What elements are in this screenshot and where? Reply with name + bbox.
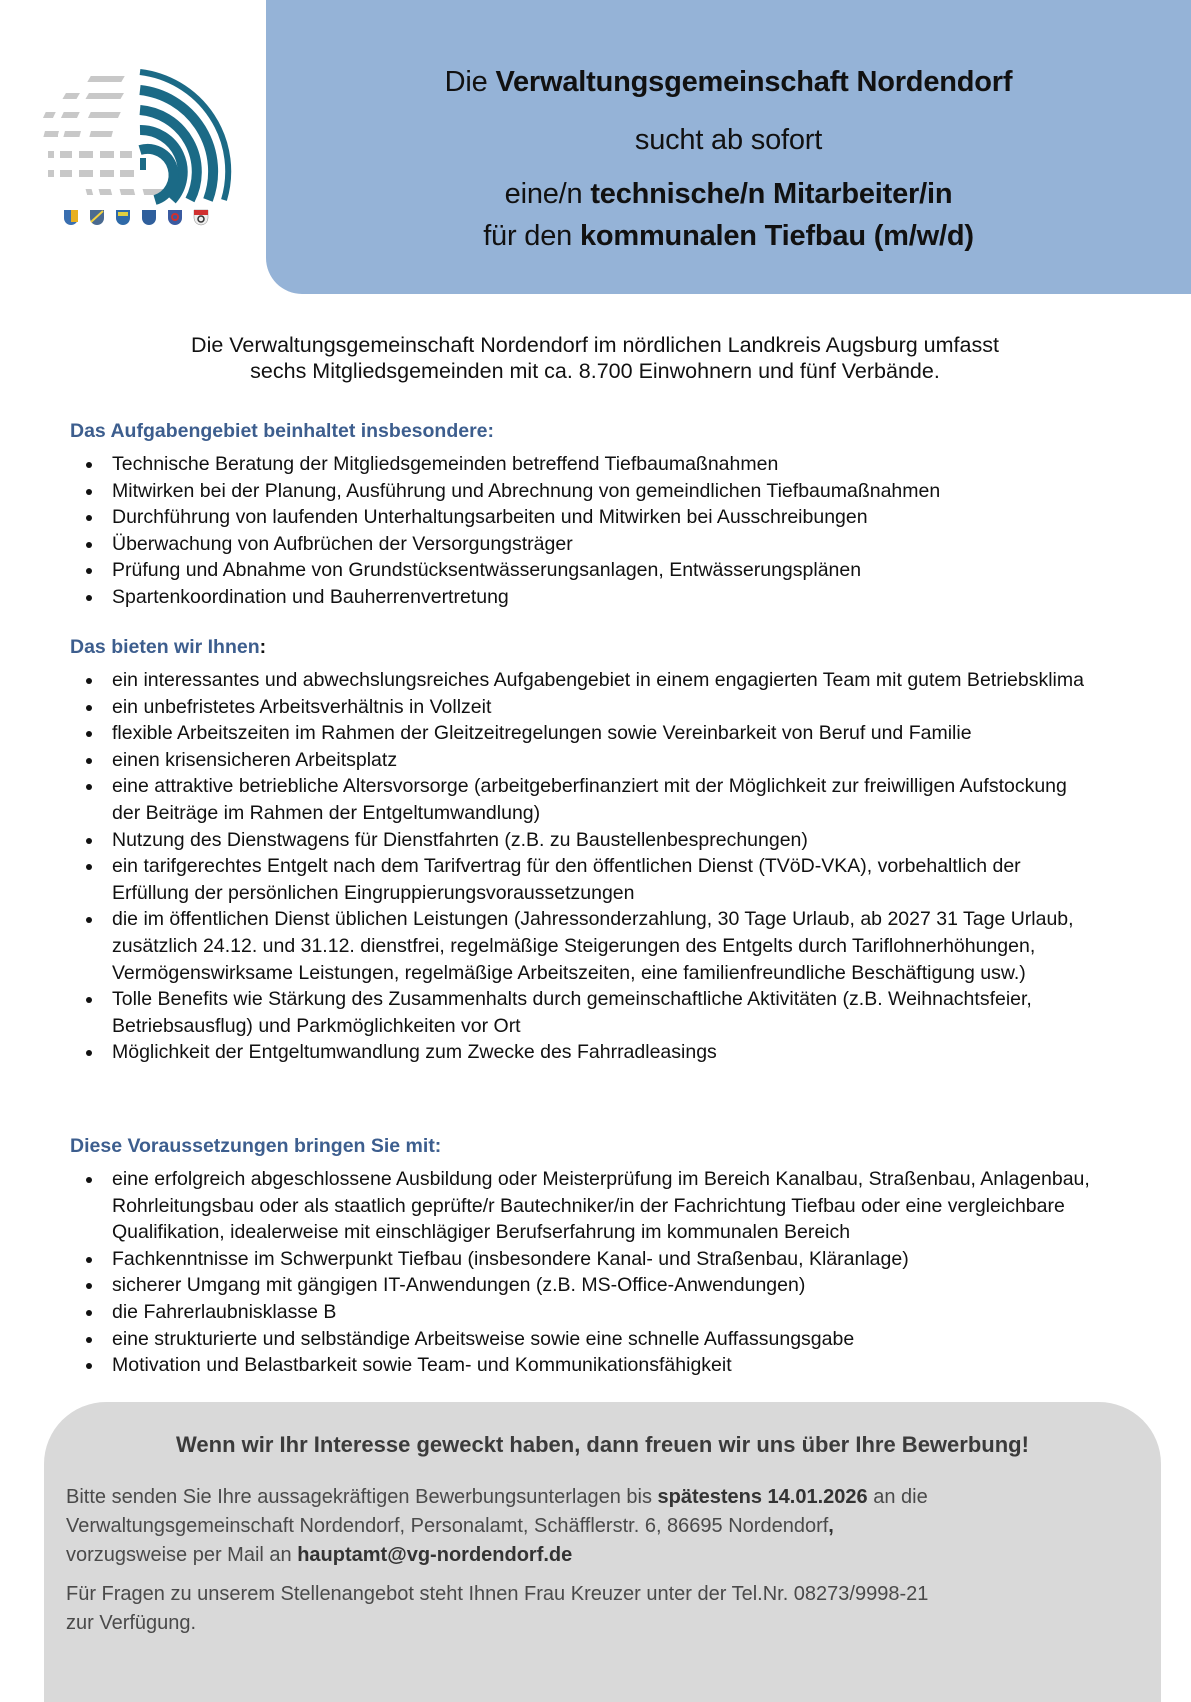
list-item: Tolle Benefits wie Stärkung des Zusammenhalts durch gemeinschaftliche Aktivitäten (z.B. Weihnachtsfeier, Betriebsausflug) und Parkmöglichkeiten vor Ort	[70, 986, 1100, 1039]
apply-line	[66, 1483, 1146, 1512]
header-line-1-prefix: Die	[444, 66, 496, 98]
list-item: Prüfung und Abnahme von Grundstücksentwässerungsanlagen, Entwässerungsplänen	[70, 557, 1150, 584]
logo-arcs-icon	[40, 60, 240, 240]
list-item: Motivation und Belastbarkeit sowie Team- und Kommunikationsfähigkeit	[70, 1352, 1150, 1379]
header-line-1	[266, 66, 1191, 99]
municipality-crests	[64, 210, 208, 225]
list-item: einen krisensicheren Arbeitsplatz	[70, 747, 1100, 774]
list-item: eine attraktive betriebliche Altersvorsorge (arbeitgeberfinanziert mit der Möglichkeit zur freiwilligen Aufstockung der Beiträge im Rahmen der Entgeltumwandlung)	[70, 773, 1100, 826]
application-box	[44, 1402, 1161, 1702]
header-line-4-prefix: für den	[483, 220, 580, 252]
address-comma: ,	[828, 1515, 834, 1537]
section-title-colon: :	[259, 636, 267, 658]
application-instructions	[66, 1483, 1146, 1570]
section-title-requirements: Diese Voraussetzungen bringen Sie mit:	[70, 1135, 442, 1157]
organization-name: Verwaltungsgemeinschaft Nordendorf	[495, 66, 1013, 98]
list-item: Fachkenntnisse im Schwerpunkt Tiefbau (insbesondere Kanal- und Straßenbau, Kläranlage)	[70, 1246, 1150, 1273]
address-line	[66, 1512, 1146, 1541]
list-item: eine erfolgreich abgeschlossene Ausbildung oder Meisterprüfung im Bereich Kanalbau, Straßenbau, Anlagenbau, Rohrleitungsbau oder als staatlich geprüfte/r Bautechniker/in der Fachrichtung Tiefbau oder eine vergleichbare Qualifikation, idealerweise mit einschlägiger Berufserfahrung im kommunalen Bereich	[70, 1166, 1150, 1246]
intro-line-2: sechs Mitgliedsgemeinden mit ca. 8.700 Einwohnern und fünf Verbände.	[250, 359, 940, 383]
questions-line-1: Für Fragen zu unserem Stellenangebot steht Ihnen Frau Kreuzer unter der Tel.Nr. 08273/9998-21	[66, 1583, 929, 1605]
tasks-list	[70, 451, 1150, 611]
list-item: ein tarifgerechtes Entgelt nach dem Tarifvertrag für den öffentlichen Dienst (TVöD-VKA), vorbehaltlich der Erfüllung der persönlichen Eingruppierungsvoraussetzungen	[70, 853, 1100, 906]
header-banner	[266, 0, 1191, 294]
list-item: Möglichkeit der Entgeltumwandlung zum Zwecke des Fahrradleasings	[70, 1039, 1100, 1066]
vg-nordendorf-logo	[40, 60, 240, 240]
job-department: kommunalen Tiefbau (m/w/d)	[579, 220, 974, 252]
list-item: eine strukturierte und selbständige Arbeitsweise sowie eine schnelle Auffassungsgabe	[70, 1326, 1150, 1353]
section-title-tasks: Das Aufgabengebiet beinhaltet insbesondere:	[70, 420, 495, 442]
section-title-benefits	[70, 636, 266, 659]
header-line-3	[266, 178, 1191, 211]
section-title-benefits-text: Das bieten wir Ihnen	[70, 636, 260, 658]
mail-line	[66, 1541, 1146, 1570]
address: Verwaltungsgemeinschaft Nordendorf, Personalamt, Schäfflerstr. 6, 86695 Nordendorf	[66, 1515, 829, 1537]
header-line-4	[266, 220, 1191, 253]
apply-prefix: Bitte senden Sie Ihre aussagekräftigen Bewerbungsunterlagen bis	[66, 1486, 658, 1508]
list-item: Durchführung von laufenden Unterhaltungsarbeiten und Mitwirken bei Ausschreibungen	[70, 504, 1150, 531]
intro-line-1: Die Verwaltungsgemeinschaft Nordendorf im nördlichen Landkreis Augsburg umfasst	[191, 333, 999, 357]
list-item: Spartenkoordination und Bauherrenvertretung	[70, 584, 1150, 611]
benefits-list	[70, 667, 1100, 1066]
requirements-list	[70, 1166, 1150, 1379]
list-item: die Fahrerlaubnisklasse B	[70, 1299, 1150, 1326]
list-item: Überwachung von Aufbrüchen der Versorgungsträger	[70, 531, 1150, 558]
intro-paragraph	[60, 332, 1130, 384]
list-item: sicherer Umgang mit gängigen IT-Anwendungen (z.B. MS-Office-Anwendungen)	[70, 1272, 1150, 1299]
list-item: Technische Beratung der Mitgliedsgemeinden betreffend Tiefbaumaßnahmen	[70, 451, 1150, 478]
cta-title: Wenn wir Ihr Interesse geweckt haben, dann freuen wir uns über Ihre Bewerbung!	[176, 1432, 1029, 1457]
contact-info	[66, 1580, 1146, 1638]
questions-line-2: zur Verfügung.	[66, 1612, 197, 1634]
list-item: ein unbefristetes Arbeitsverhältnis in Vollzeit	[70, 694, 1100, 721]
apply-suffix: an die	[867, 1486, 928, 1508]
email-link[interactable]: hauptamt@vg-nordendorf.de	[297, 1544, 573, 1566]
deadline: spätestens 14.01.2026	[657, 1486, 868, 1508]
list-item: ein interessantes und abwechslungsreiches Aufgabengebiet in einem engagierten Team mit gutem Betriebsklima	[70, 667, 1100, 694]
mail-prefix: vorzugsweise per Mail an	[66, 1544, 298, 1566]
header-line-2: sucht ab sofort	[634, 124, 823, 156]
list-item: flexible Arbeitszeiten im Rahmen der Gleitzeitregelungen sowie Vereinbarkeit von Beruf und Familie	[70, 720, 1100, 747]
list-item: Mitwirken bei der Planung, Ausführung und Abrechnung von gemeindlichen Tiefbaumaßnahmen	[70, 478, 1150, 505]
list-item: Nutzung des Dienstwagens für Dienstfahrten (z.B. zu Baustellenbesprechungen)	[70, 827, 1100, 854]
header-line-3-prefix: eine/n	[504, 178, 591, 210]
job-title: technische/n Mitarbeiter/in	[590, 178, 953, 210]
list-item: die im öffentlichen Dienst üblichen Leistungen (Jahressonderzahlung, 30 Tage Urlaub, ab 2027 31 Tage Urlaub, zusätzlich 24.12. und 31.12. dienstfrei, regelmäßige Steigerungen des Entgelts durch Tariflohnerhöhungen, Vermögenswirksame Leistungen, regelmäßige Arbeitszeiten, eine familienfreundliche Beschäftigung usw.)	[70, 906, 1100, 986]
